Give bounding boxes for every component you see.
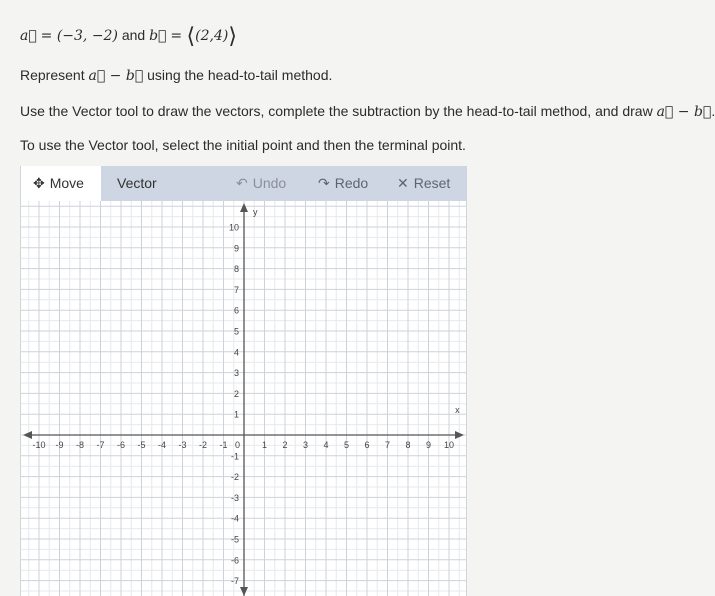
vector-b-symbol: b [149, 28, 167, 44]
x-tick-label: 1 [261, 440, 268, 450]
x-tick-label: 6 [364, 440, 370, 450]
vector-tool-instruction: Use the Vector tool to draw the vectors, complete the subtraction by the head-to-tail method, and draw a⃗ − b. [20, 103, 715, 120]
y-tick-label: 5 [233, 326, 239, 337]
and-word: and [121, 27, 146, 43]
x-tick-label: -3 [178, 440, 187, 450]
x-tick-label: -8 [75, 440, 85, 450]
move-tool-button[interactable]: ✥ Move [21, 166, 101, 201]
x-tick-label: 7 [384, 440, 391, 450]
x-axis-arrow-left [23, 431, 32, 439]
y-tick-label: 8 [233, 264, 239, 275]
close-icon: ✕ [397, 175, 409, 191]
tool-usage-instruction: To use the Vector tool, select the initial point and then the terminal point. [20, 137, 466, 153]
redo-button[interactable]: ↷ Redo [318, 166, 368, 201]
y-tick-label: 3 [233, 368, 239, 379]
y-tick-label: 6 [233, 305, 239, 316]
y-tick-label: 4 [233, 347, 239, 358]
x-tick-label: -5 [137, 440, 146, 450]
vector-a-value: (−3, −2) [56, 28, 118, 44]
x-tick-label: -4 [157, 440, 167, 450]
y-axis-arrow-up [240, 203, 248, 212]
undo-button[interactable]: ↶ Undo [236, 166, 286, 201]
y-tick-label: 2 [233, 388, 239, 399]
x-tick-label: 2 [282, 440, 288, 450]
x-tick-label: -2 [198, 440, 208, 450]
graphing-widget [20, 166, 467, 596]
graph-toolbar [21, 166, 466, 201]
y-tick-label: 1 [233, 409, 239, 420]
x-tick-label: 3 [302, 440, 309, 450]
x-tick-label: -1 [219, 440, 228, 450]
y-tick-label: -1 [230, 451, 239, 462]
x-tick-label: 10 [443, 440, 455, 450]
y-tick-label: -3 [230, 492, 239, 503]
y-tick-label: 7 [233, 284, 239, 295]
x-tick-label: -6 [116, 440, 126, 450]
y-tick-label: 9 [233, 243, 239, 254]
undo-icon: ↶ [236, 175, 248, 191]
reset-button[interactable]: ✕ Reset [397, 166, 450, 201]
y-tick-label: -4 [230, 513, 239, 524]
y-tick-label: -6 [230, 555, 239, 566]
x-tick-label: -10 [32, 440, 46, 450]
x-tick-label: 9 [425, 440, 432, 450]
vector-a-symbol: a [20, 28, 37, 44]
coordinate-grid[interactable] [21, 201, 466, 596]
x-tick-label: 8 [405, 440, 411, 450]
redo-icon: ↷ [318, 175, 330, 191]
x-tick-label: 5 [343, 440, 350, 450]
difference-expression: a⃗ − b [88, 68, 144, 84]
x-axis-label: x [455, 405, 460, 415]
y-tick-label: -2 [230, 472, 239, 483]
y-axis-label: y [253, 207, 258, 217]
y-tick-label: -5 [230, 534, 239, 545]
vector-tool-button[interactable]: Vector [117, 175, 157, 191]
vector-b-value: ⟨(2,4)⟩ [186, 24, 237, 49]
vector-definitions: a = (−3, −2) and b = ⟨(2,4)⟩ [20, 24, 237, 49]
move-icon: ✥ [33, 175, 45, 191]
origin-label: 0 [235, 440, 241, 450]
x-tick-label: -9 [55, 440, 64, 450]
x-tick-label: -7 [96, 440, 105, 450]
x-tick-label: 4 [323, 440, 329, 450]
represent-instruction: Represent a⃗ − b using the head-to-tail method. [20, 67, 333, 84]
y-tick-label: -7 [230, 576, 239, 587]
y-tick-label: 10 [228, 222, 239, 233]
